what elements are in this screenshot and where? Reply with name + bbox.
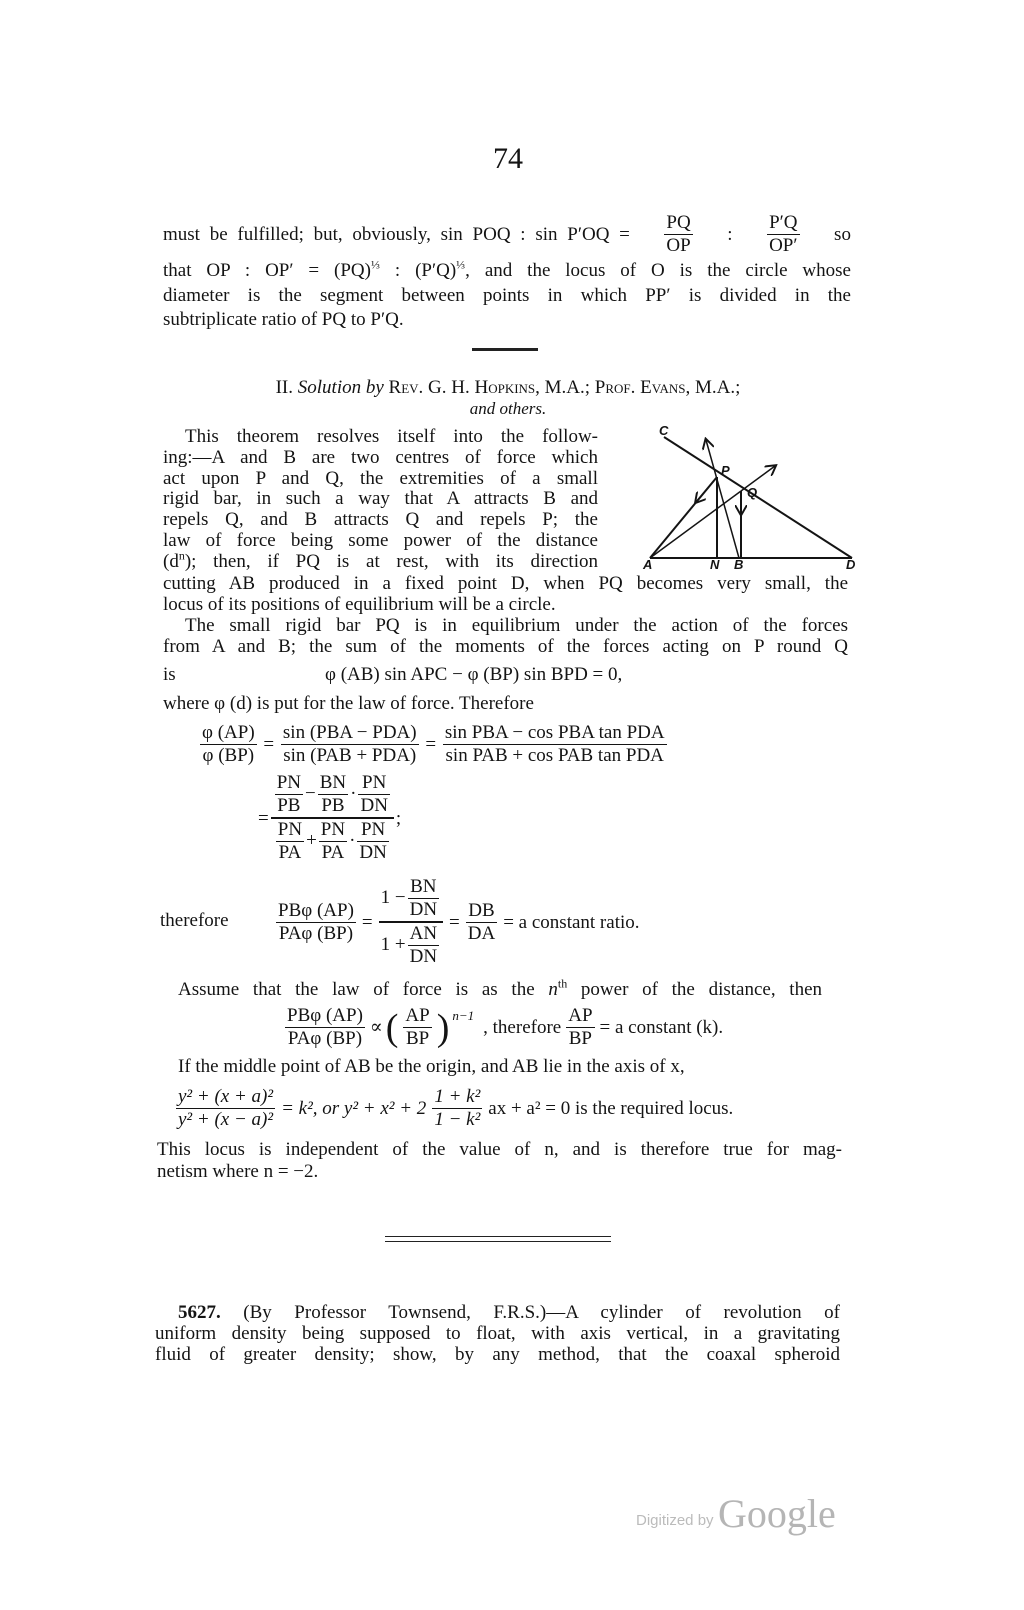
text: Rev. G. H. Hopkins, M.A.; Prof. Evans, M.A.; [388,377,741,398]
label-P: P [721,463,730,478]
label-D: D [846,557,856,572]
fraction [466,900,497,945]
text: so [834,223,851,245]
top-line-4: subtriplicate ratio of PQ to P′Q. [163,309,404,330]
body-line: The small rigid bar PQ is in equilibrium under the action of the forces [185,615,848,636]
fraction [403,1005,431,1050]
numerator: P′Q [769,212,798,233]
equals: = [258,807,269,829]
column-line: law of force being some power of the distance [163,530,598,551]
fraction [285,1005,365,1050]
numerator: sin PBA − cos PBA tan PDA [444,722,665,743]
question-number: 5627. [178,1302,221,1323]
fraction [408,923,439,968]
body-line: from A and B; the sum of the moments of the forces acting on P round Q [163,636,848,657]
numerator: PN [320,819,346,840]
numerator: PN [276,772,302,793]
question-5627-line [178,1302,840,1323]
numerator: BN [319,772,347,793]
exponent: n−1 [452,1008,475,1023]
denominator: DN [409,946,438,967]
equation-3 [258,772,401,864]
numerator: BN [408,876,439,899]
label-B: B [734,557,744,572]
text: power of the distance, then [567,979,823,1000]
numerator [271,772,394,819]
text: (d [163,551,179,572]
page-number: 74 [493,142,523,175]
text: 1 − [380,886,406,908]
denominator: sin PAB + cos PAB tan PDA [445,745,664,766]
text: ); then, if PQ is at rest, with its direction [184,551,598,572]
text: Solution by [297,377,384,398]
watermark-google-logo: Google [718,1491,836,1536]
numerator [379,876,443,923]
denominator: BP [405,1028,430,1049]
compound-fraction [379,876,443,968]
denominator: 1 − k² [434,1109,481,1130]
compound-fraction [271,772,394,864]
body-line: cutting AB produced in a fixed point D, when PQ becomes very small, the [163,573,848,594]
text: n [548,979,558,1000]
fraction [358,772,389,817]
numerator: 1 + k² [434,1086,481,1107]
top-line-3: diameter is the segment between points in which PP′ is divided in the [163,285,851,306]
question-5627-line: fluid of greater density; show, by any method, that the coaxal spheroid [155,1344,840,1365]
fraction [176,1086,275,1131]
label-Q: Q [747,485,758,500]
denominator: PAφ (BP) [287,1028,363,1049]
numerator: sin (PBA − PDA) [282,722,417,743]
text: (By Professor Townsend, F.R.S.)—A cylinder of revolution of [243,1302,840,1323]
text: 1 + [380,933,406,955]
equation-1: φ (AB) sin APC − φ (BP) sin BPD = 0, [325,664,623,685]
denominator: DN [359,842,387,863]
text: and others. [469,399,547,418]
text: , and the locus of O is the circle whose [465,260,851,281]
superscript: ⅓ [456,257,466,272]
text: : (P′Q) [379,260,457,281]
numerator: PQ [666,212,691,233]
arrow-P-to-A [696,477,717,502]
numerator: φ (AP) [202,722,255,743]
text: = a constant (k). [599,1017,724,1038]
divider-top [385,1236,611,1237]
paren: ) [436,1006,450,1049]
denominator: PAφ (BP) [278,922,354,944]
fraction [200,722,257,767]
denominator: OP′ [769,235,798,256]
equation-5 [283,1005,723,1050]
where-line: where φ (d) is put for the law of force. Therefore [163,693,534,714]
fraction [318,772,348,817]
column-line: repels Q, and B attracts Q and repels P; the [163,509,598,530]
denominator: BP [568,1028,592,1049]
text: ax + a² = 0 is the required locus. [488,1098,734,1119]
equation-4 [274,876,640,968]
denominator: DN [409,899,438,920]
arrow-BP [706,440,739,558]
column-line: act upon P and Q, the extremities of a small [163,468,598,489]
fraction [357,819,388,864]
question-5627-line: uniform density being supposed to float, with axis vertical, in a gravitating [155,1323,840,1344]
text: II. [275,377,294,398]
text: , therefore [483,1017,562,1038]
fraction [275,772,303,817]
text: that OP : OP′ = (PQ) [163,260,371,281]
label-N: N [710,557,720,572]
denominator: PA [321,842,345,863]
numerator: DB [466,900,497,923]
assume-line [178,976,823,1000]
dot: · [350,782,357,804]
fraction [281,722,419,767]
paren: ( [385,1006,399,1049]
divider-bottom [385,1241,611,1242]
numerator: AP [568,1005,593,1026]
superscript: n [178,548,185,563]
column-line: ing:—A and B are two centres of force which [163,447,598,468]
text: = a constant ratio. [503,911,640,933]
column-line: This theorem resolves itself into the follow- [185,426,598,447]
equals: = [425,734,437,755]
denominator: PB [321,795,345,816]
fraction [432,1086,482,1131]
numerator: AN [409,923,438,944]
equation-2 [198,722,669,767]
plus: + [306,829,317,851]
line-AQ [650,491,741,558]
eq4-therefore: therefore [160,910,229,931]
equals: = [361,911,373,933]
column-line: rigid bar, in such a way that A attracts B and [163,488,598,509]
origin-line: If the middle point of AB be the origin, and AB lie in the axis of x, [178,1056,685,1077]
denominator: PB [277,795,301,816]
denominator: PA [278,842,302,863]
text: = k², or y² + x² + 2 [281,1098,427,1119]
text: Assume that the law of force is as the [178,979,549,1000]
equals: = [263,734,275,755]
numerator: PBφ (AP) [287,1005,363,1026]
denominator: OP [666,235,691,256]
fraction [319,819,347,864]
numerator: AP [405,1005,430,1026]
fraction [566,1005,594,1050]
equation-6 [174,1086,733,1131]
numerator: PN [358,772,389,795]
fraction [408,876,439,921]
denominator [271,819,394,864]
numerator: PN [277,819,303,840]
denominator: φ (BP) [202,745,255,766]
eq1-is: is [163,664,176,685]
superscript: th [557,976,568,991]
body-line: locus of its positions of equilibrium will be a circle. [163,594,556,615]
denominator: sin (PAB + PDA) [283,745,417,766]
line-CD [664,437,852,558]
fraction [443,722,667,767]
denominator: y² + (x − a)² [178,1109,274,1130]
minus: − [305,782,316,804]
semicolon: ; [395,807,402,829]
label-A: A [643,557,653,572]
dot: · [349,829,356,851]
equals: = [449,911,460,933]
text: must be fulfilled; but, obviously, sin POQ : sin P′OQ = [163,223,630,245]
denominator: DN [360,795,388,816]
locus-line: This locus is independent of the value of n, and is therefore true for mag- [157,1139,842,1160]
denominator: DA [467,922,496,944]
label-C: C [659,423,669,438]
locus-line: netism where n = −2. [157,1161,319,1182]
proportional: ∝ [369,1017,383,1038]
fraction [276,900,356,945]
watermark-digitized: Digitized by [636,1512,714,1529]
fraction [276,819,304,864]
superscript: ⅓ [370,257,380,272]
numerator: y² + (x + a)² [178,1086,274,1107]
denominator [379,923,443,968]
text: : [727,223,733,245]
numerator: PN [357,819,388,842]
numerator: PBφ (AP) [278,899,354,921]
